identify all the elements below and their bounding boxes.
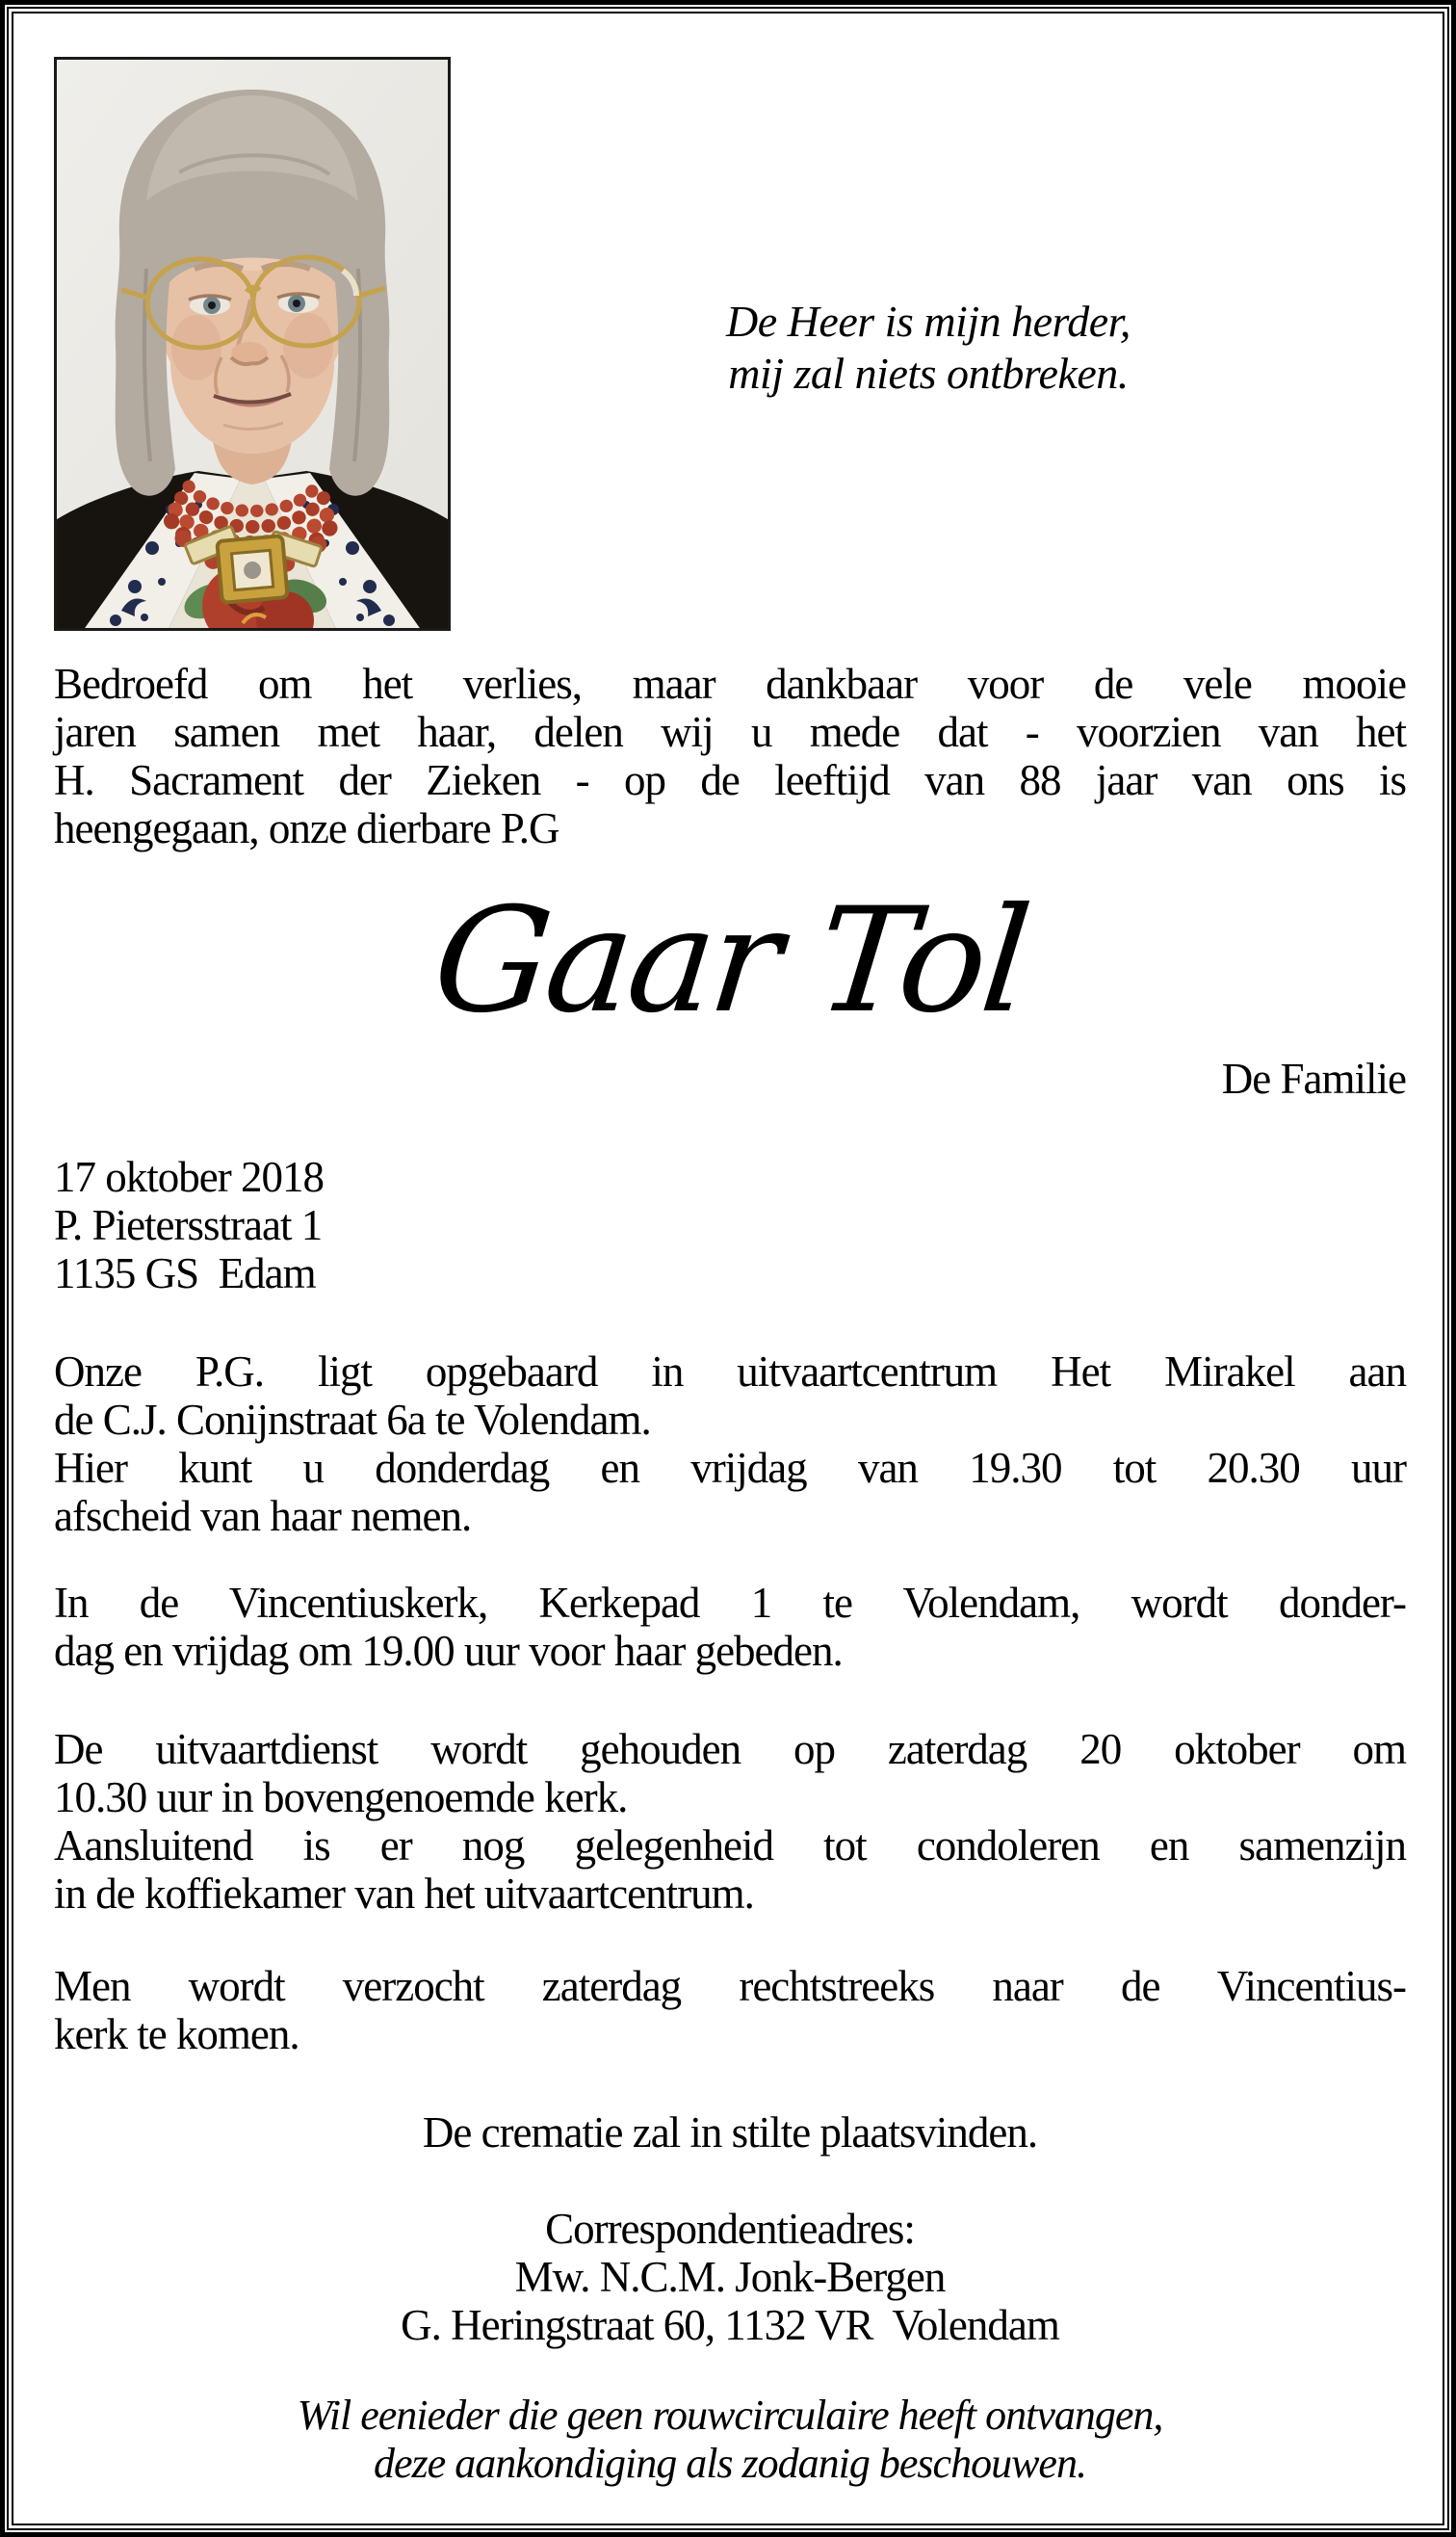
request-line: Men wordt verzocht zaterdag rechtstreeks naar de Vincentius-	[54, 1962, 1406, 2010]
psalm-verse	[451, 57, 1406, 631]
direct-to-church-paragraph	[54, 1962, 1406, 2058]
card-content	[13, 13, 1443, 2524]
announcement-line: Bedroefd om het verlies, maar dankbaar voor de vele mooie	[54, 660, 1406, 708]
address-street: P. Pietersstraat 1	[54, 1201, 323, 1249]
announcement-paragraph	[54, 660, 1406, 852]
announcement-line: jaren samen met haar, delen wij u mede dat - voorzien van het	[54, 708, 1406, 756]
correspondence-address: G. Heringstraat 60, 1132 VR Volendam	[401, 2301, 1059, 2349]
viewing-line: de C.J. Conijnstraat 6a te Volendam.	[54, 1396, 651, 1444]
ornate-border-inner	[12, 12, 1444, 2525]
header-row	[54, 57, 1406, 631]
funeral-service-paragraph	[54, 1725, 1406, 1918]
address-postal-city: 1135 GS Edam	[54, 1249, 316, 1297]
portrait-illustration	[54, 57, 451, 631]
verse-line-1: De Heer is mijn herder,	[726, 297, 1131, 346]
cremation-note: De crematie zal in stilte plaatsvinden.	[422, 2108, 1038, 2157]
viewing-line: Hier kunt u donderdag en vrijdag van 19.30 tot 20.30 uur	[54, 1444, 1406, 1492]
viewing-line: Onze P.G. ligt opgebaard in uitvaartcentrum Het Mirakel aan	[54, 1347, 1406, 1396]
closing-line-2: deze aankondiging als zodanig beschouwen.	[374, 2440, 1086, 2487]
closing-line-1: Wil eenieder die geen rouwcirculaire heeft ontvangen,	[297, 2392, 1163, 2439]
correspondence-name: Mw. N.C.M. Jonk-Bergen	[514, 2253, 946, 2301]
service-line: De uitvaartdienst wordt gehouden op zaterdag 20 oktober om	[54, 1725, 1406, 1773]
closing-note	[54, 2392, 1406, 2488]
service-line: Aansluitend is er nog gelegenheid tot condoleren en samenzijn	[54, 1821, 1406, 1870]
portrait-photo	[54, 57, 451, 631]
deceased-name: Gaar Tol	[426, 877, 1034, 1045]
correspondence-title: Correspondentieadres:	[545, 2205, 915, 2253]
announcement-line: heengegaan, onze dierbare P.G	[54, 804, 559, 852]
announcement-line: H. Sacrament der Zieken - op de leeftijd van 88 jaar van ons is	[54, 756, 1406, 804]
service-line: in de koffiekamer van het uitvaartcentrum.	[54, 1870, 754, 1918]
church-prayer-paragraph	[54, 1579, 1406, 1675]
prayer-line: dag en vrijdag om 19.00 uur voor haar gebeden.	[54, 1627, 843, 1675]
date-address-block	[54, 1153, 1406, 1297]
viewing-line: afscheid van haar nemen.	[54, 1492, 472, 1540]
verse-line-2: mij zal niets ontbreken.	[728, 349, 1129, 398]
viewing-paragraph	[54, 1347, 1406, 1540]
ornate-border-middle	[7, 7, 1449, 2530]
service-line: 10.30 uur in bovengenoemde kerk.	[54, 1773, 628, 1821]
family-signature: De Familie	[1221, 1055, 1406, 1103]
request-line: kerk te komen.	[54, 2010, 299, 2058]
prayer-line: In de Vincentiuskerk, Kerkepad 1 te Volendam, wordt donder-	[54, 1579, 1406, 1627]
correspondence-block	[54, 2205, 1406, 2349]
death-date: 17 oktober 2018	[54, 1153, 324, 1201]
